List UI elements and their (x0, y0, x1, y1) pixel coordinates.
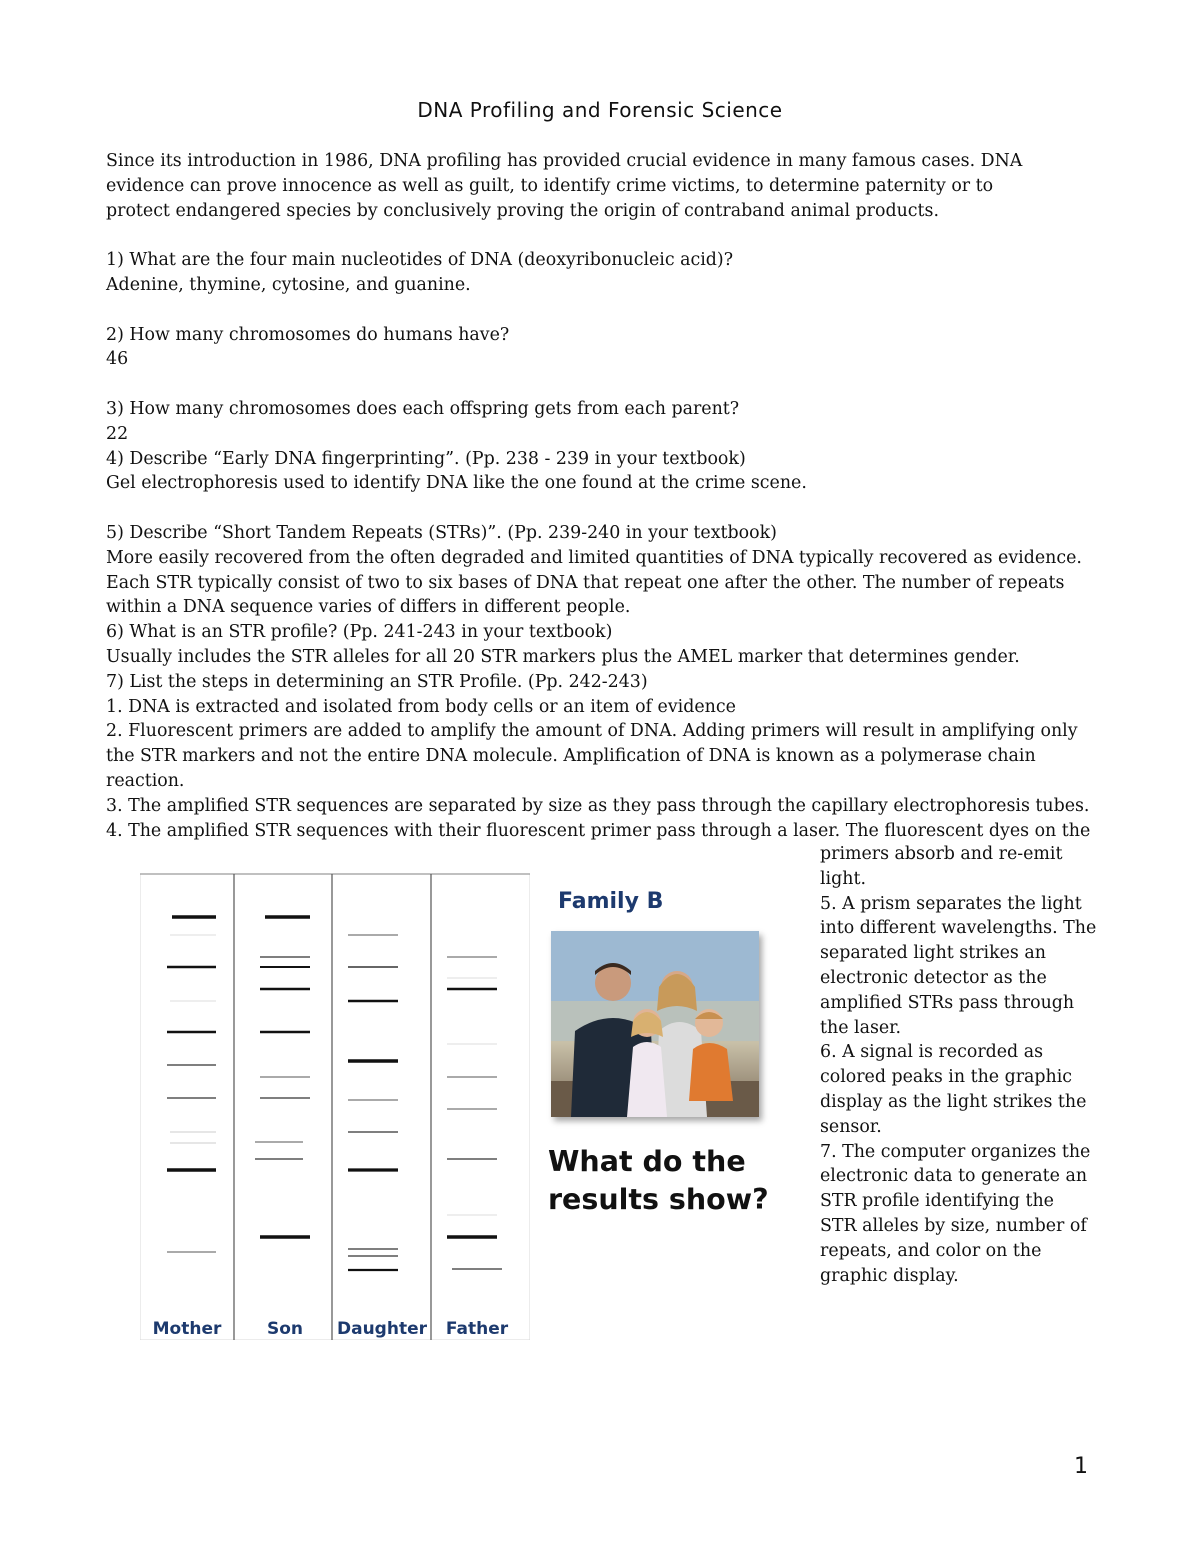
question-7: 7) List the steps in determining an STR Profile. (Pp. 242-243) (106, 671, 648, 692)
family-label: Family B (558, 889, 664, 914)
question-5: 5) Describe “Short Tandem Repeats (STRs)”. (Pp. 239-240 in your textbook) (106, 522, 777, 543)
step-line: reaction. (106, 770, 185, 791)
step-line: STR alleles by size, number of (820, 1215, 1087, 1236)
step-line: sensor. (820, 1116, 882, 1137)
step-line: primers absorb and re-emit (820, 844, 1063, 864)
step-line: the STR markers and not the entire DNA molecule. Amplification of DNA is known as a polymerase chain (106, 746, 1036, 767)
document-title: DNA Profiling and Forensic Science (417, 98, 783, 122)
step-line: 2. Fluorescent primers are added to amplify the amount of DNA. Adding primers will result in amplifying only (106, 721, 1078, 742)
family-photo (551, 931, 759, 1117)
intro-line: protect endangered species by conclusively proving the origin of contraband animal products. (106, 200, 939, 221)
question-1: 1) What are the four main nucleotides of DNA (deoxyribonucleic acid)? (106, 250, 734, 271)
steps-side-column (820, 842, 1110, 1288)
answer-6: Usually includes the STR alleles for all 20 STR markers plus the AMEL marker that determines gender. (106, 646, 1020, 667)
results-question-line: results show? (548, 1183, 769, 1216)
results-question (548, 1143, 769, 1219)
lane-label-mother: Mother (152, 1319, 222, 1339)
question-3: 3) How many chromosomes does each offspring gets from each parent? (106, 398, 740, 419)
step-line: the laser. (820, 1017, 902, 1038)
answer-4: Gel electrophoresis used to identify DNA like the one found at the crime scene. (106, 473, 807, 494)
answer-3: 22 (106, 423, 129, 444)
step-line: 1. DNA is extracted and isolated from body cells or an item of evidence (106, 696, 736, 717)
page-number: 1 (1074, 1454, 1088, 1479)
step-line: 6. A signal is recorded as (820, 1042, 1044, 1063)
answer-1: Adenine, thymine, cytosine, and guanine. (106, 274, 471, 295)
step-line: colored peaks in the graphic (820, 1067, 1073, 1088)
question-4: 4) Describe “Early DNA fingerprinting”. (Pp. 238 - 239 in your textbook) (106, 448, 746, 469)
answer-2: 46 (106, 349, 129, 370)
document-body (106, 149, 1096, 843)
intro-line: Since its introduction in 1986, DNA profiling has provided crucial evidence in many famous cases. DNA (106, 151, 1023, 171)
question-2: 2) How many chromosomes do humans have? (106, 324, 510, 345)
step-line: 4. The amplified STR sequences with their fluorescent primer pass through a laser. The fluorescent dyes on the (106, 820, 1091, 841)
step-line: display as the light strikes the (820, 1091, 1087, 1112)
step-line: electronic data to generate an (820, 1166, 1088, 1187)
step-line: light. (820, 868, 866, 889)
step-line: 5. A prism separates the light (820, 893, 1082, 914)
answer-5-line: within a DNA sequence varies of differs in different people. (106, 597, 631, 618)
step-line: 3. The amplified STR sequences are separated by size as they pass through the capillary electrophoresis tubes. (106, 795, 1090, 816)
lane-label-daughter: Daughter (337, 1319, 427, 1339)
step-line: STR profile identifying the (820, 1191, 1054, 1212)
lane-label-father: Father (445, 1319, 509, 1339)
step-line: separated light strikes an (820, 943, 1046, 964)
lane-label-son: Son (266, 1319, 304, 1339)
answer-5-line: Each STR typically consist of two to six bases of DNA that repeat one after the other. The number of repeats (106, 572, 1065, 593)
dna-gel-figure (140, 868, 530, 1340)
intro-line: evidence can prove innocence as well as guilt, to identify crime victims, to determine paternity or to (106, 175, 994, 196)
step-line: amplified STRs pass through (820, 992, 1075, 1013)
results-question-line: What do the (548, 1145, 746, 1178)
question-6: 6) What is an STR profile? (Pp. 241-243 in your textbook) (106, 622, 613, 643)
answer-5-line: More easily recovered from the often degraded and limited quantities of DNA typically recovered as evidence. (106, 547, 1082, 568)
step-line: electronic detector as the (820, 967, 1047, 988)
step-line: 7. The computer organizes the (820, 1141, 1091, 1162)
step-line: repeats, and color on the (820, 1240, 1042, 1261)
step-line: graphic display. (820, 1265, 959, 1286)
family-photo-panel (546, 885, 808, 1225)
step-line: into different wavelengths. The (820, 918, 1097, 939)
